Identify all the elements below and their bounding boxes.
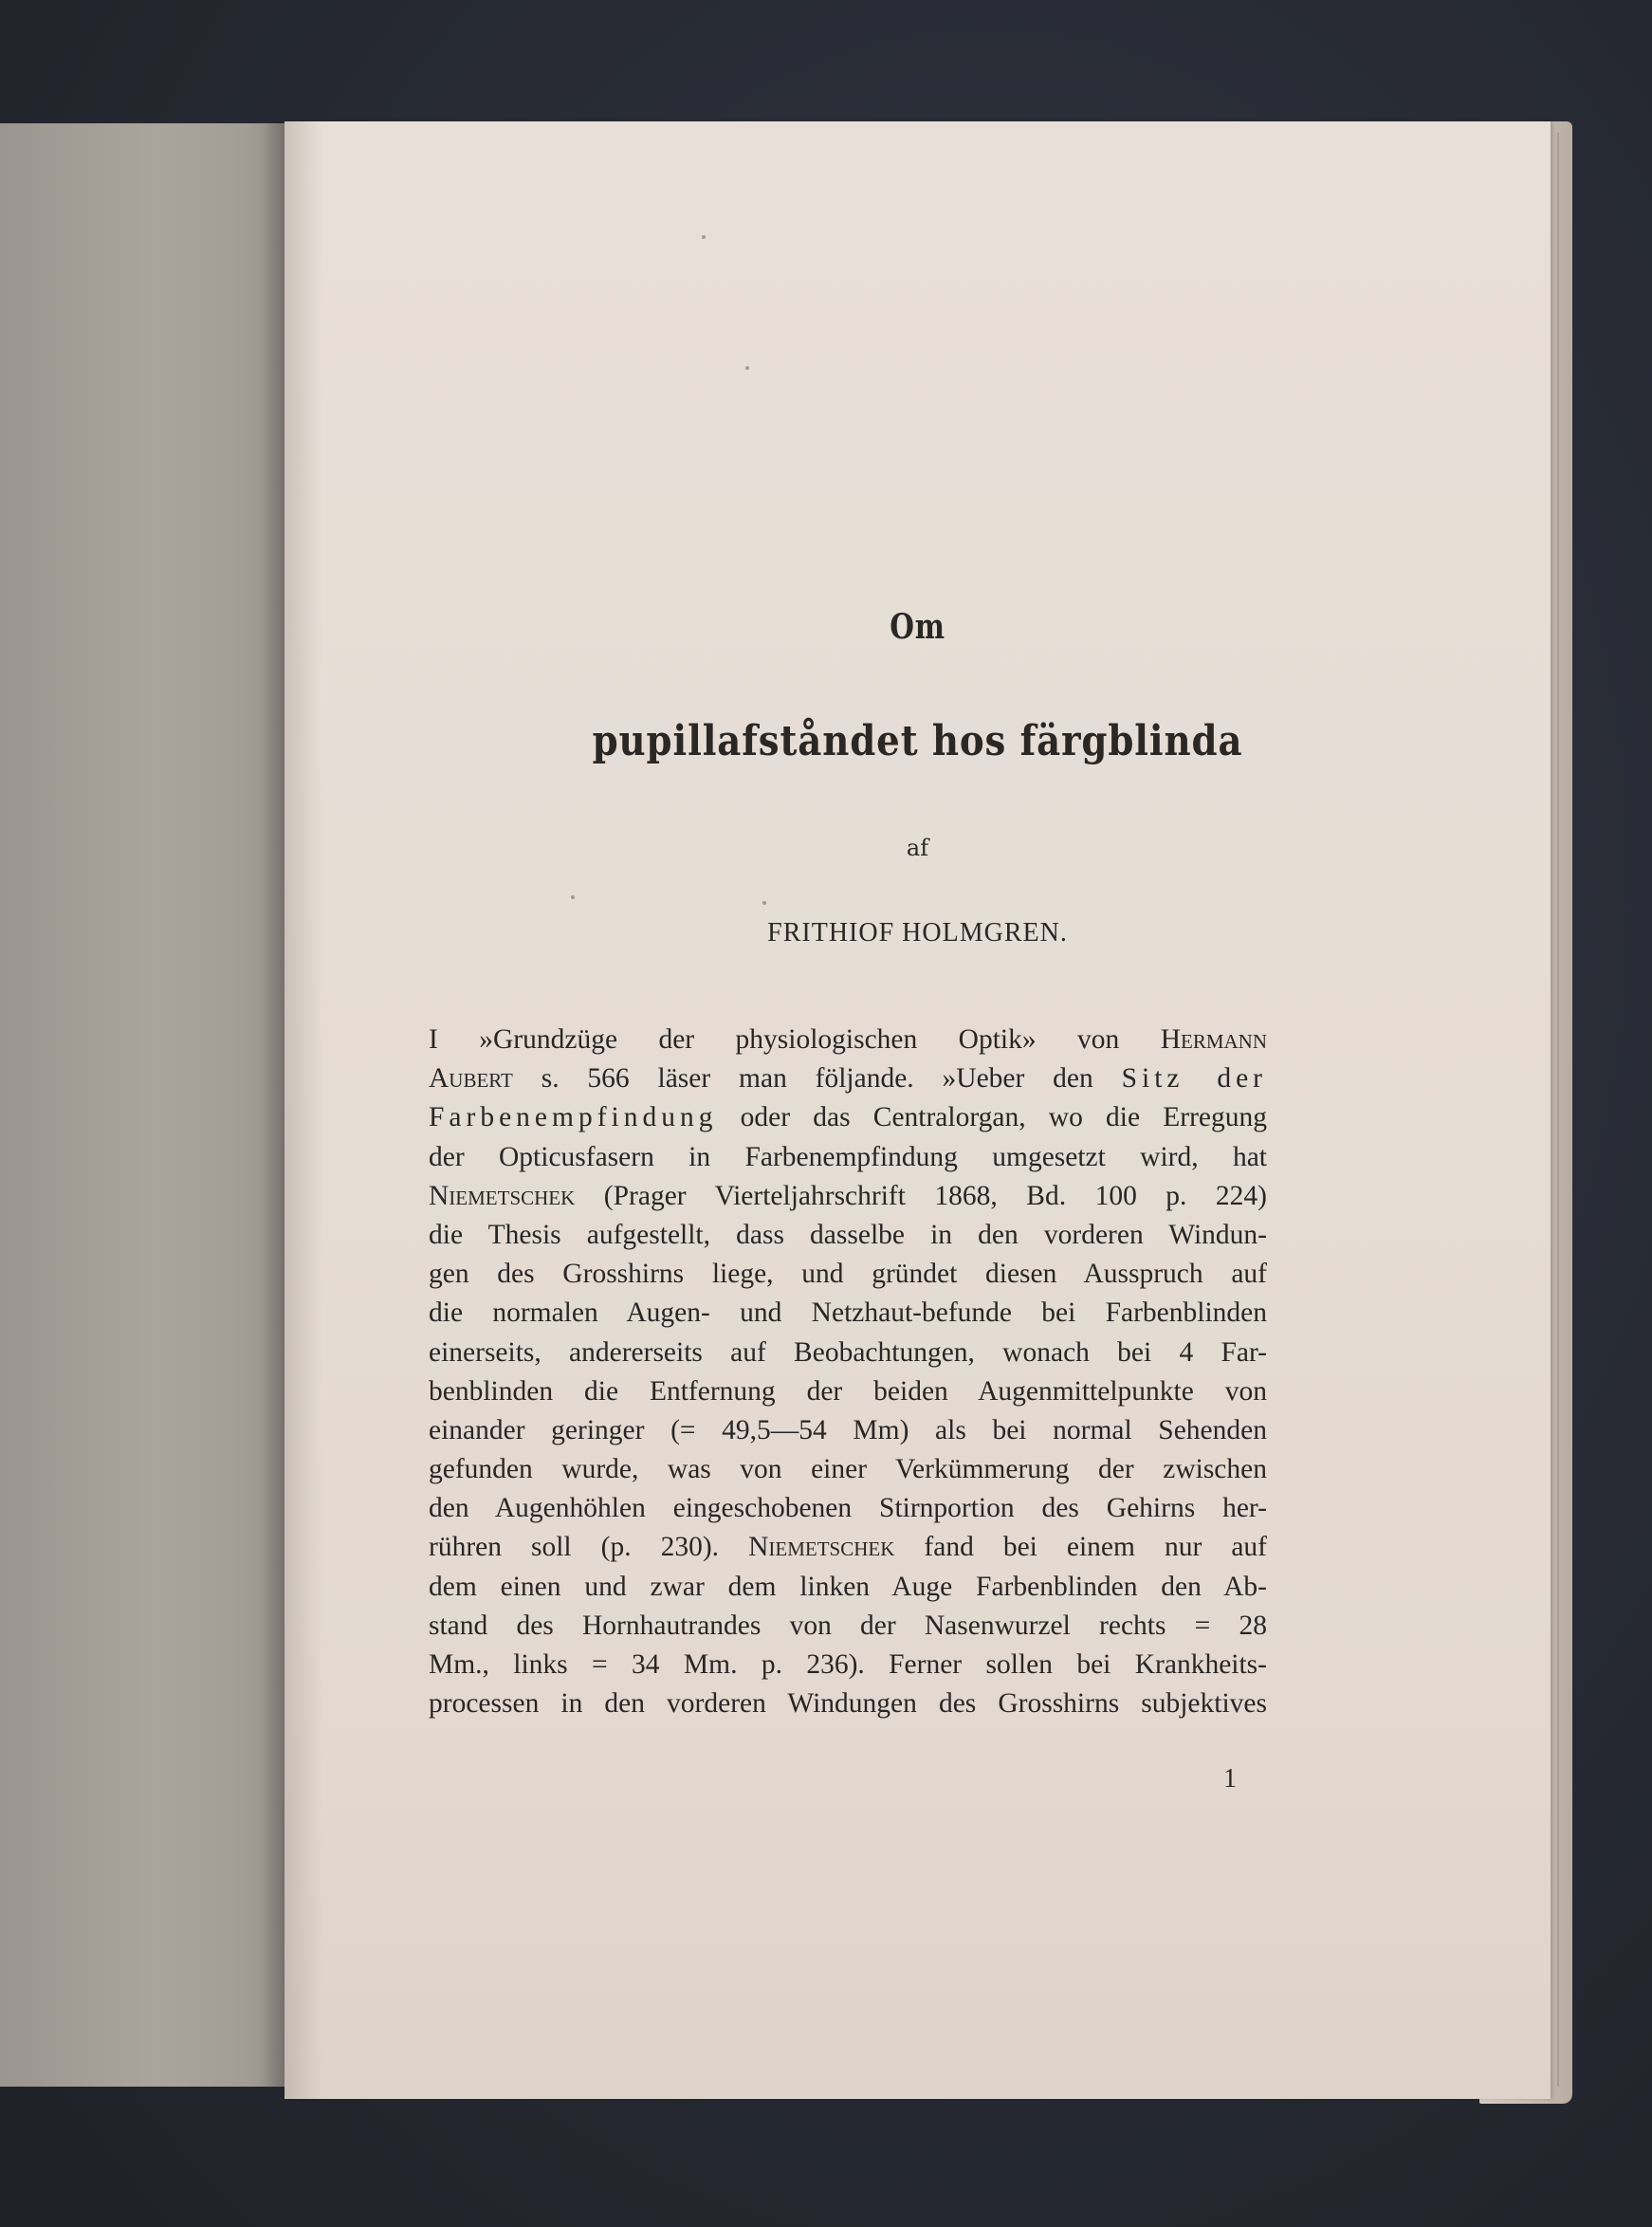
page-edge-line — [1557, 133, 1559, 2087]
text-line — [429, 1411, 1267, 1450]
byline-af: af — [906, 835, 929, 861]
author-name: FRITHIOF HOLMGREN. — [767, 918, 1068, 948]
text-line — [429, 1568, 1267, 1607]
text-span: die Thesis aufgestellt, dass dasselbe in den vorderen Windun- — [429, 1219, 1267, 1250]
paper-speck — [702, 235, 706, 239]
text-line — [429, 1021, 1267, 1059]
paper-speck — [571, 895, 575, 899]
text-span: (Prager Vierteljahrschrift 1868, Bd. 100 p. 224) — [575, 1180, 1267, 1211]
text-span: einander geringer (= 49,5—54 Mm) als bei normal Sehenden — [429, 1414, 1267, 1445]
text-line — [429, 1450, 1267, 1489]
body-paragraph — [429, 1021, 1267, 1723]
book-cover — [0, 123, 285, 2087]
text-span: stand des Hornhautrandes von der Nasenwurzel rechts = 28 — [429, 1610, 1267, 1641]
text-span: Mm., links = 34 Mm. p. 236). Ferner sollen bei Krankheits- — [429, 1649, 1267, 1680]
text-span: fand bei einem nur auf — [894, 1532, 1267, 1563]
author-name-smallcaps: Niemetschek — [748, 1532, 895, 1563]
document-title: pupillafståndet hos färgblinda — [592, 717, 1243, 765]
text-line — [429, 1059, 1267, 1098]
paper-speck — [762, 901, 766, 905]
page-gutter-shade — [285, 121, 322, 2099]
paper-speck — [745, 366, 749, 370]
text-line — [429, 1489, 1267, 1528]
text-span: gefunden wurde, was von einer Verkümmerung der zwischen — [429, 1454, 1267, 1485]
document-page — [285, 121, 1551, 2099]
text-span: rühren soll (p. 230). — [429, 1532, 749, 1563]
heading-om: Om — [890, 607, 945, 647]
text-line — [429, 1216, 1267, 1255]
text-span: die normalen Augen- und Netzhaut-befunde bei Farbenblinden — [429, 1298, 1267, 1329]
text-span: gen des Grosshirns liege, und gründet diesen Ausspruch auf — [429, 1259, 1267, 1290]
author-name-smallcaps: Aubert — [429, 1063, 513, 1095]
text-line — [429, 1334, 1267, 1372]
text-line — [429, 1684, 1267, 1723]
text-line — [429, 1098, 1267, 1137]
text-line — [429, 1607, 1267, 1646]
text-line — [429, 1528, 1267, 1567]
text-span: I »Grundzüge der physiologischen Optik» von — [429, 1024, 1161, 1055]
text-line — [429, 1294, 1267, 1333]
text-line — [429, 1255, 1267, 1294]
text-span: s. 566 läser man följande. »Ueber den — [512, 1063, 1122, 1095]
text-span: der Opticusfasern in Farbenempfindung umgesetzt wird, hat — [429, 1141, 1267, 1172]
text-span: processen in den vorderen Windungen des Grosshirns subjektives — [429, 1688, 1267, 1720]
text-span: benblinden die Entfernung der beiden Augenmittelpunkte von — [429, 1375, 1267, 1407]
spaced-text: Farbenempfindung — [429, 1102, 718, 1133]
page-number: 1 — [1223, 1764, 1237, 1794]
author-name-smallcaps: Niemetschek — [429, 1180, 576, 1211]
text-span: den Augenhöhlen eingeschobenen Stirnportion des Gehirns her- — [429, 1493, 1267, 1524]
spaced-text: Sitz der — [1121, 1063, 1267, 1095]
author-name-smallcaps: Hermann — [1160, 1024, 1267, 1055]
text-span: oder das Centralorgan, wo die Erregung — [717, 1102, 1267, 1133]
text-span: dem einen und zwar dem linken Auge Farbenblinden den Ab- — [429, 1571, 1267, 1602]
text-span: einerseits, andererseits auf Beobachtungen, wonach bei 4 Far- — [429, 1336, 1267, 1368]
text-line — [429, 1138, 1267, 1177]
text-line — [429, 1177, 1267, 1216]
text-line — [429, 1372, 1267, 1411]
text-line — [429, 1646, 1267, 1684]
